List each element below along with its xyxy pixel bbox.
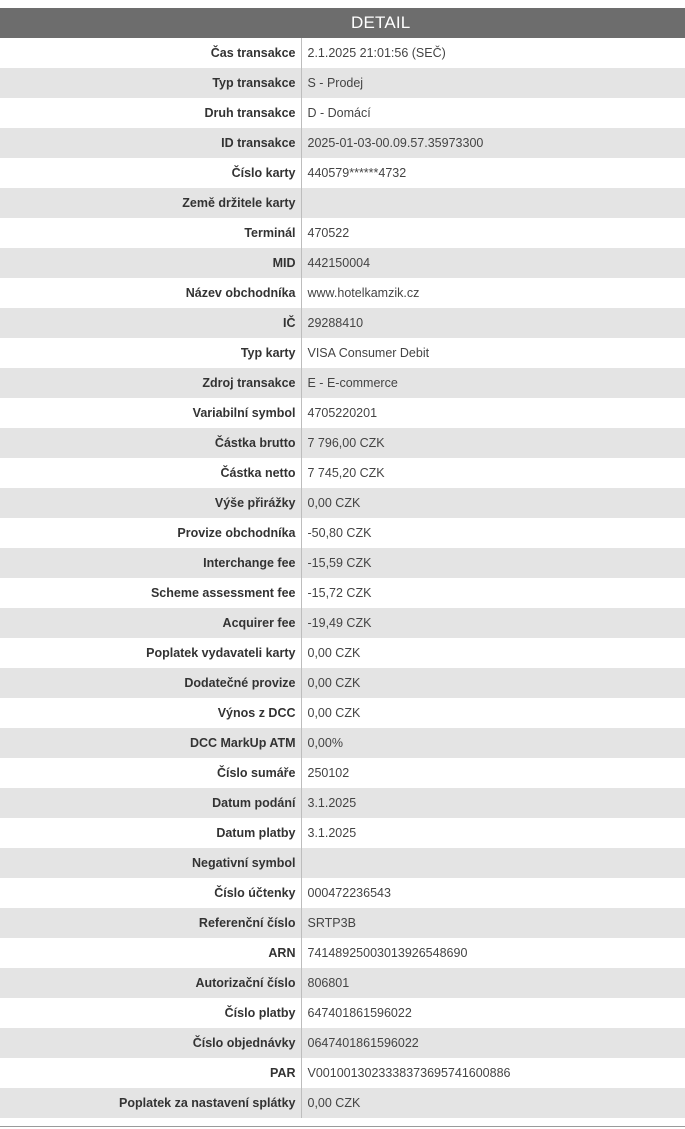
row-value: S - Prodej bbox=[307, 76, 364, 90]
row-value: 0,00 CZK bbox=[307, 706, 361, 720]
row-label: Výše přirážky bbox=[0, 488, 301, 518]
row-label: Poplatek vydavateli karty bbox=[0, 638, 301, 668]
detail-table bbox=[0, 38, 685, 1118]
table-row bbox=[0, 788, 685, 818]
row-value: 0,00% bbox=[307, 736, 343, 750]
table-row bbox=[0, 218, 685, 248]
row-value: -15,59 CZK bbox=[307, 556, 372, 570]
table-row bbox=[0, 488, 685, 518]
table-row bbox=[0, 368, 685, 398]
row-label: Země držitele karty bbox=[0, 188, 301, 218]
row-value: 647401861596022 bbox=[307, 1006, 412, 1020]
table-row bbox=[0, 968, 685, 998]
table-row bbox=[0, 458, 685, 488]
row-value: 000472236543 bbox=[307, 886, 391, 900]
table-row bbox=[0, 308, 685, 338]
row-value: 7 745,20 CZK bbox=[307, 466, 385, 480]
table-row bbox=[0, 848, 685, 878]
row-label: PAR bbox=[0, 1058, 301, 1088]
table-row bbox=[0, 248, 685, 278]
row-label: Výnos z DCC bbox=[0, 698, 301, 728]
row-label: Referenční číslo bbox=[0, 908, 301, 938]
row-value: 2025-01-03-00.09.57.35973300 bbox=[307, 136, 484, 150]
row-label: Acquirer fee bbox=[0, 608, 301, 638]
table-row bbox=[0, 98, 685, 128]
table-row bbox=[0, 188, 685, 218]
row-value: 0,00 CZK bbox=[307, 646, 361, 660]
table-row bbox=[0, 1058, 685, 1088]
row-value: VISA Consumer Debit bbox=[307, 346, 430, 360]
row-value: E - E-commerce bbox=[307, 376, 398, 390]
row-value: -50,80 CZK bbox=[307, 526, 372, 540]
table-row bbox=[0, 1088, 685, 1118]
row-value: 0,00 CZK bbox=[307, 1096, 361, 1110]
table-row bbox=[0, 638, 685, 668]
row-label: ARN bbox=[0, 938, 301, 968]
row-label: Autorizační číslo bbox=[0, 968, 301, 998]
row-label: Dodatečné provize bbox=[0, 668, 301, 698]
row-label: Částka netto bbox=[0, 458, 301, 488]
row-value: www.hotelkamzik.cz bbox=[307, 286, 420, 300]
detail-title: DETAIL bbox=[351, 13, 411, 32]
table-row bbox=[0, 128, 685, 158]
row-label: Číslo účtenky bbox=[0, 878, 301, 908]
row-value: 806801 bbox=[307, 976, 350, 990]
table-row bbox=[0, 398, 685, 428]
row-value: 3.1.2025 bbox=[307, 796, 357, 810]
detail-rows bbox=[0, 38, 685, 1118]
row-label: Částka brutto bbox=[0, 428, 301, 458]
row-label: Typ karty bbox=[0, 338, 301, 368]
row-value: V0010013023338373695741600886 bbox=[307, 1066, 511, 1080]
bottom-divider bbox=[0, 1126, 685, 1127]
table-row bbox=[0, 698, 685, 728]
row-label: Druh transakce bbox=[0, 98, 301, 128]
row-label: Číslo platby bbox=[0, 998, 301, 1028]
row-value: 74148925003013926548690 bbox=[307, 946, 468, 960]
row-label: MID bbox=[0, 248, 301, 278]
row-label: Terminál bbox=[0, 218, 301, 248]
row-value: 0,00 CZK bbox=[307, 496, 361, 510]
table-row bbox=[0, 818, 685, 848]
table-row bbox=[0, 758, 685, 788]
table-row bbox=[0, 998, 685, 1028]
row-value: -19,49 CZK bbox=[307, 616, 372, 630]
row-value: SRTP3B bbox=[307, 916, 356, 930]
row-label: Interchange fee bbox=[0, 548, 301, 578]
row-value bbox=[301, 188, 685, 218]
table-row bbox=[0, 38, 685, 68]
table-row bbox=[0, 878, 685, 908]
row-label: IČ bbox=[0, 308, 301, 338]
row-value: 3.1.2025 bbox=[307, 826, 357, 840]
table-row bbox=[0, 908, 685, 938]
row-label: Datum podání bbox=[0, 788, 301, 818]
row-value: 442150004 bbox=[307, 256, 371, 270]
row-value: 470522 bbox=[307, 226, 350, 240]
row-label: Název obchodníka bbox=[0, 278, 301, 308]
detail-header bbox=[0, 8, 685, 38]
row-value: 2.1.2025 21:01:56 (SEČ) bbox=[307, 46, 446, 60]
row-label: Číslo sumáře bbox=[0, 758, 301, 788]
table-row bbox=[0, 278, 685, 308]
row-label: ID transakce bbox=[0, 128, 301, 158]
table-row bbox=[0, 428, 685, 458]
row-value: 0,00 CZK bbox=[307, 676, 361, 690]
table-row bbox=[0, 578, 685, 608]
row-value: 250102 bbox=[307, 766, 350, 780]
row-value: 440579******4732 bbox=[307, 166, 407, 180]
row-value bbox=[301, 848, 685, 878]
row-label: Datum platby bbox=[0, 818, 301, 848]
table-row bbox=[0, 608, 685, 638]
row-label: Poplatek za nastavení splátky bbox=[0, 1088, 301, 1118]
table-row bbox=[0, 158, 685, 188]
row-value: -15,72 CZK bbox=[307, 586, 372, 600]
row-value: 0647401861596022 bbox=[307, 1036, 419, 1050]
row-label: Typ transakce bbox=[0, 68, 301, 98]
row-label: DCC MarkUp ATM bbox=[0, 728, 301, 758]
table-row bbox=[0, 1028, 685, 1058]
row-value: 29288410 bbox=[307, 316, 364, 330]
table-row bbox=[0, 728, 685, 758]
row-value: D - Domácí bbox=[307, 106, 371, 120]
row-label: Číslo objednávky bbox=[0, 1028, 301, 1058]
transaction-detail-panel bbox=[0, 8, 685, 1118]
table-row bbox=[0, 338, 685, 368]
table-row bbox=[0, 548, 685, 578]
row-label: Číslo karty bbox=[0, 158, 301, 188]
row-label: Variabilní symbol bbox=[0, 398, 301, 428]
row-value: 7 796,00 CZK bbox=[307, 436, 385, 450]
row-value: 4705220201 bbox=[307, 406, 378, 420]
row-label: Zdroj transakce bbox=[0, 368, 301, 398]
row-label: Čas transakce bbox=[0, 38, 301, 68]
row-label: Negativní symbol bbox=[0, 848, 301, 878]
row-label: Provize obchodníka bbox=[0, 518, 301, 548]
table-row bbox=[0, 518, 685, 548]
table-row bbox=[0, 668, 685, 698]
table-row bbox=[0, 68, 685, 98]
table-row bbox=[0, 938, 685, 968]
row-label: Scheme assessment fee bbox=[0, 578, 301, 608]
